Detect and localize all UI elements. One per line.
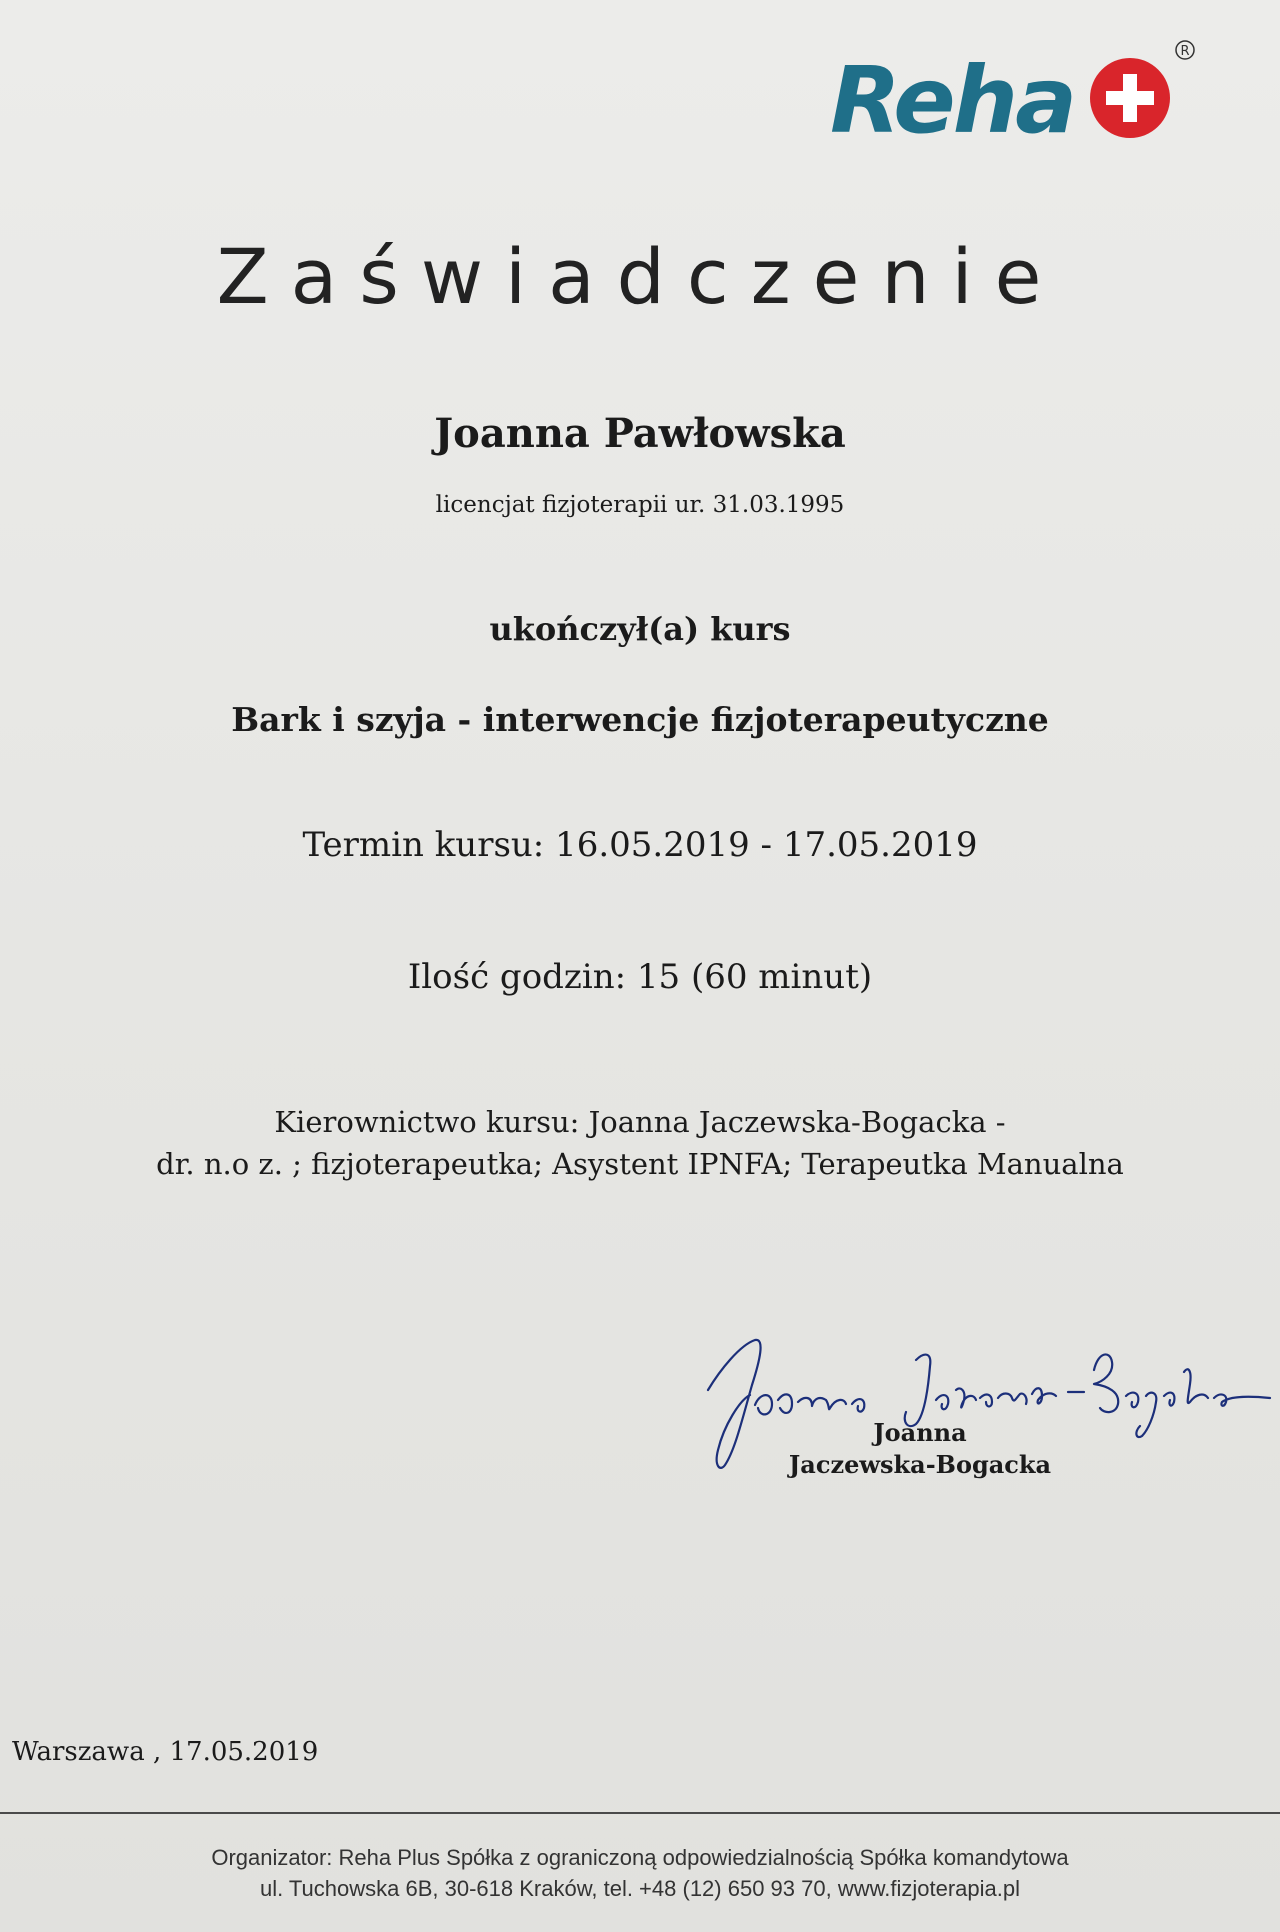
registered-mark bbox=[1176, 41, 1194, 59]
svg-text:R: R bbox=[1180, 44, 1190, 59]
recipient-name: Joanna Pawłowska bbox=[434, 410, 846, 457]
course-management-line2: dr. n.o z. ; fizjoterapeutka; Asystent IPNFA; Terapeutka Manualna bbox=[156, 1147, 1124, 1181]
completion-statement: ukończył(a) kurs bbox=[489, 610, 791, 648]
logo-text: Reha bbox=[830, 47, 1075, 150]
signer-name-line2: Jaczewska-Bogacka bbox=[788, 1450, 1052, 1479]
course-name: Bark i szyja - interwencje fizjoterapeutyczne bbox=[231, 700, 1049, 739]
plus-cross-icon bbox=[1090, 58, 1170, 138]
reha-plus-logo bbox=[828, 40, 1208, 150]
footer-address: ul. Tuchowska 6B, 30-618 Kraków, tel. +48 (12) 650 93 70, www.fizjoterapia.pl bbox=[259, 1876, 1021, 1901]
footer-organizer: Organizator: Reha Plus Spółka z ograniczoną odpowiedzialnością Spółka komandytowa bbox=[211, 1845, 1069, 1870]
certificate-title: Zaświadczenie bbox=[216, 232, 1064, 321]
course-term: Termin kursu: 16.05.2019 - 17.05.2019 bbox=[302, 825, 978, 865]
course-hours: Ilość godzin: 15 (60 minut) bbox=[407, 957, 873, 997]
recipient-degree: licencjat fizjoterapii ur. 31.03.1995 bbox=[435, 492, 845, 518]
signer-name-line1: Joanna bbox=[873, 1418, 967, 1447]
place-and-date: Warszawa , 17.05.2019 bbox=[12, 1737, 319, 1767]
course-management-line1: Kierownictwo kursu: Joanna Jaczewska-Bogacka - bbox=[274, 1105, 1006, 1139]
footer-divider bbox=[0, 1812, 1280, 1814]
